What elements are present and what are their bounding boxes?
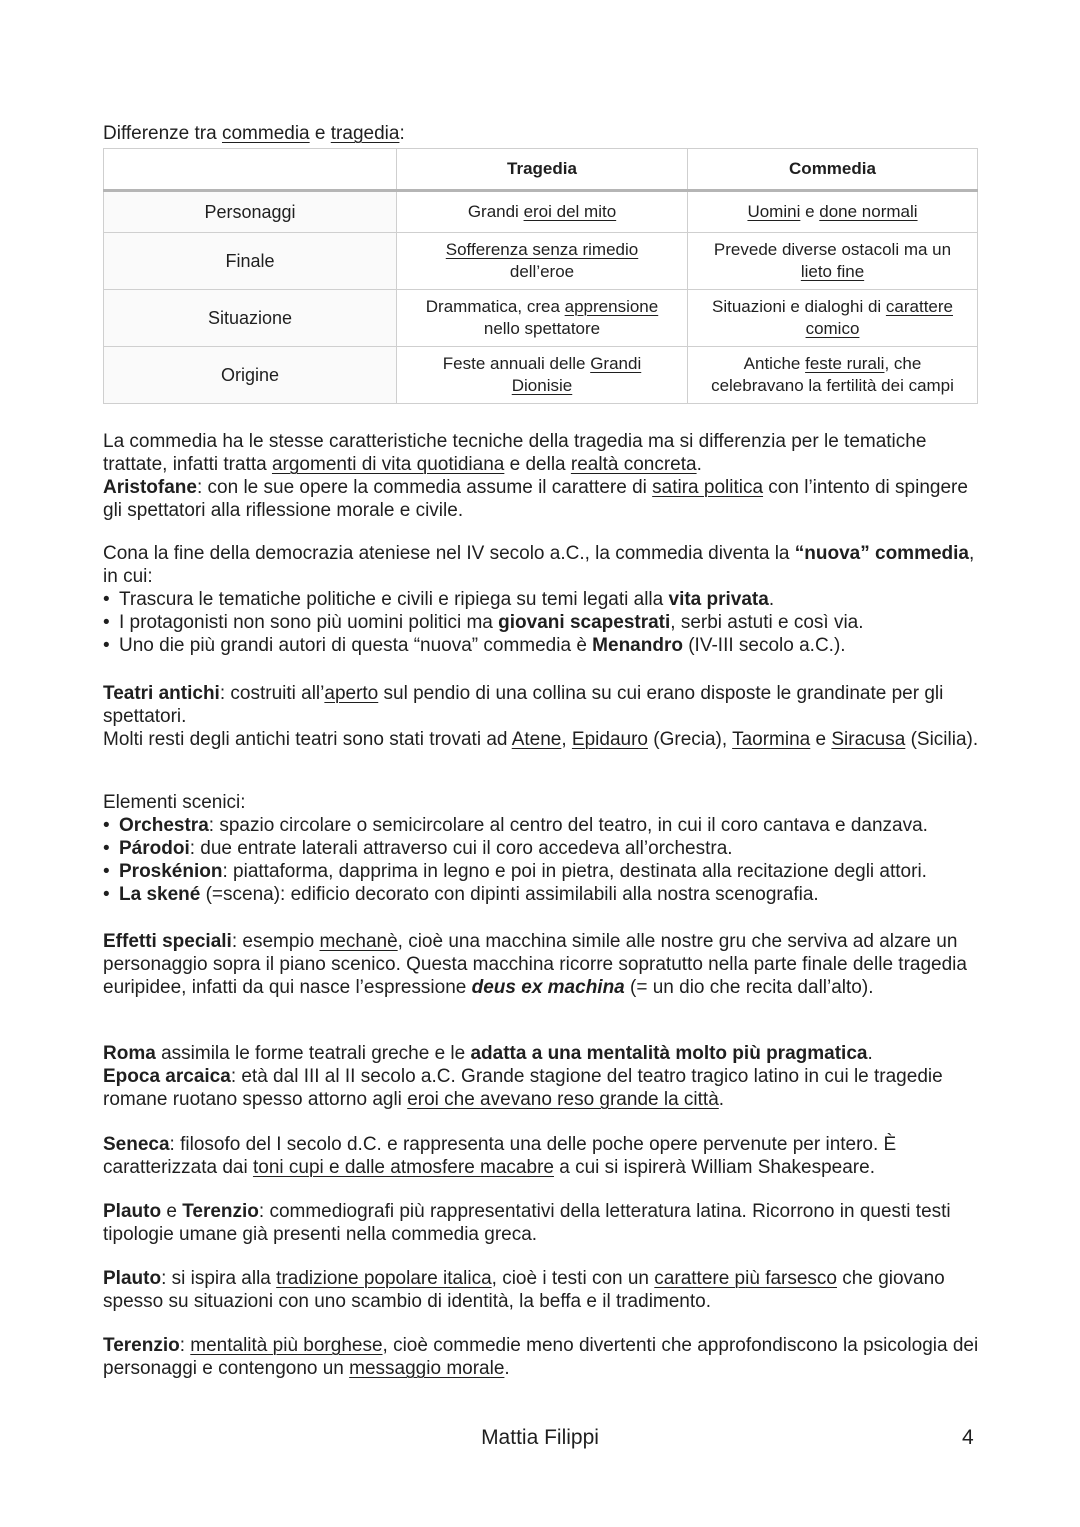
footer-author: Mattia Filippi — [481, 1426, 599, 1449]
cell-tragedia: Grandi eroi del mito — [397, 191, 688, 233]
cell-commedia: Antiche feste rurali, che celebravano la fertilità dei campi — [688, 347, 978, 404]
list-item: • Trascura le tematiche politiche e civili e ripiega su temi legati alla vita privata. — [103, 588, 983, 611]
row-label: Finale — [104, 233, 397, 290]
table-row — [104, 290, 978, 347]
list-item: • La skené (=scena): edificio decorato con dipinti assimilabili alla nostra scenografia. — [103, 883, 983, 906]
intro-line: Differenze tra commedia e tragedia: — [103, 123, 405, 144]
row-label: Personaggi — [104, 191, 397, 233]
paragraph-seneca: Seneca: filosofo del I secolo d.C. e rappresenta una delle poche opere pervenute per intero. È caratterizzata dai toni cupi e dalle atmosfere macabre a cui si ispirerà William Shakespeare. — [103, 1134, 897, 1178]
paragraph-plauto-terenzio: Plauto e Terenzio: commediografi più rappresentativi della letteratura latina. Ricorrono in questi testi tipologie umane già presenti nella commedia greca. — [103, 1201, 951, 1245]
row-label: Origine — [104, 347, 397, 404]
paragraph-commedia: La commedia ha le stesse caratteristiche tecniche della tragedia ma si differenzia per le tematiche trattate, infatti tratta argomenti di vita quotidiana e della realtà concreta. Aristofane: con le sue opere la commedia assume il carattere di satira politica con l’intento di spingere gli spettatori alla riflessione morale e civile. — [103, 431, 968, 521]
list-item: • Uno die più grandi autori di questa “nuova” commedia è Menandro (IV-III secolo a.C.). — [103, 634, 983, 657]
header-commedia: Commedia — [688, 149, 978, 191]
list-item: • I protagonisti non sono più uomini politici ma giovani scapestrati, serbi astuti e così via. — [103, 611, 983, 634]
header-empty — [104, 149, 397, 191]
list-item: • Orchestra: spazio circolare o semicircolare al centro del teatro, in cui il coro cantava e danzava. — [103, 814, 983, 837]
table-row — [104, 347, 978, 404]
list-item: • Proskénion: piattaforma, dapprima in legno e poi in pietra, destinata alla recitazione degli attori. — [103, 860, 983, 883]
list-item: • Párodoi: due entrate laterali attraverso cui il coro accedeva all’orchestra. — [103, 837, 983, 860]
cell-tragedia: Feste annuali delle Grandi Dionisie — [397, 347, 688, 404]
paragraph-teatri: Teatri antichi: costruiti all’aperto sul pendio di una collina su cui erano disposte le grandinate per gli spettatori. Molti resti degli antichi teatri sono stati trovati ad Atene, Epidauro (Grecia), Taormina e Siracusa (Sicilia). — [103, 683, 979, 750]
paragraph-roma: Roma assimila le forme teatrali greche e le adatta a una mentalità molto più pragmatica. Epoca arcaica: età dal III al II secolo a.C. Grande stagione del teatro tragico latino in cui le tragedie romane ruotano spesso attorno agli eroi che avevano reso grande la città. — [103, 1043, 943, 1110]
paragraph-effetti: Effetti speciali: esempio mechanè, cioè una macchina simile alle nostre gru che serviva ad alzare un personaggio sopra il piano scenico. Questa macchina ricorre sopratutto nella parte finale delle tragedia euripidee, infatti da qui nasce l’espressione deus ex machina (= un dio che recita dall’alto). — [103, 931, 967, 998]
cell-tragedia: Drammatica, crea apprensione nello spettatore — [397, 290, 688, 347]
comparison-table — [103, 148, 978, 404]
paragraph-nuova-commedia: Cona la fine della democrazia ateniese nel IV secolo a.C., la commedia diventa la “nuova” commedia, in cui: • Trascura le tematiche politiche e civili e ripiega su temi legati alla vita privata. • I protagonisti non sono più uomini politici ma giovani scapestrati, serbi astuti e così via. • Uno die più grandi autori di questa “nuova” commedia è Menandro (IV-III secolo a.C.). — [103, 542, 983, 657]
bullet-list-elementi — [103, 814, 983, 906]
table-row — [104, 233, 978, 290]
bullet-list-nuova — [103, 588, 983, 657]
paragraph-plauto: Plauto: si ispira alla tradizione popolare italica, cioè i testi con un carattere più farsesco che giovano spesso su situazioni con uno scambio di identità, la beffa e il tradimento. — [103, 1268, 945, 1312]
cell-tragedia: Sofferenza senza rimedio dell’eroe — [397, 233, 688, 290]
page-number: 4 — [962, 1426, 974, 1449]
cell-commedia: Prevede diverse ostacoli ma un lieto fine — [688, 233, 978, 290]
cell-commedia: Uomini e done normali — [688, 191, 978, 233]
paragraph-elementi: Elementi scenici: • Orchestra: spazio circolare o semicircolare al centro del teatro, in cui il coro cantava e danzava. • Párodoi: due entrate laterali attraverso cui il coro accedeva all’orchestra. • Proskénion: piattaforma, dapprima in legno e poi in pietra, destinata alla recitazione degli attori. • La skené (=scena): edificio decorato con dipinti assimilabili alla nostra scenografia. — [103, 791, 983, 906]
header-tragedia: Tragedia — [397, 149, 688, 191]
row-label: Situazione — [104, 290, 397, 347]
table-row — [104, 191, 978, 233]
cell-commedia: Situazioni e dialoghi di carattere comico — [688, 290, 978, 347]
paragraph-terenzio: Terenzio: mentalità più borghese, cioè commedie meno divertenti che approfondiscono la psicologia dei personaggi e contengono un messaggio morale. — [103, 1335, 979, 1379]
table-header-row — [104, 149, 978, 191]
